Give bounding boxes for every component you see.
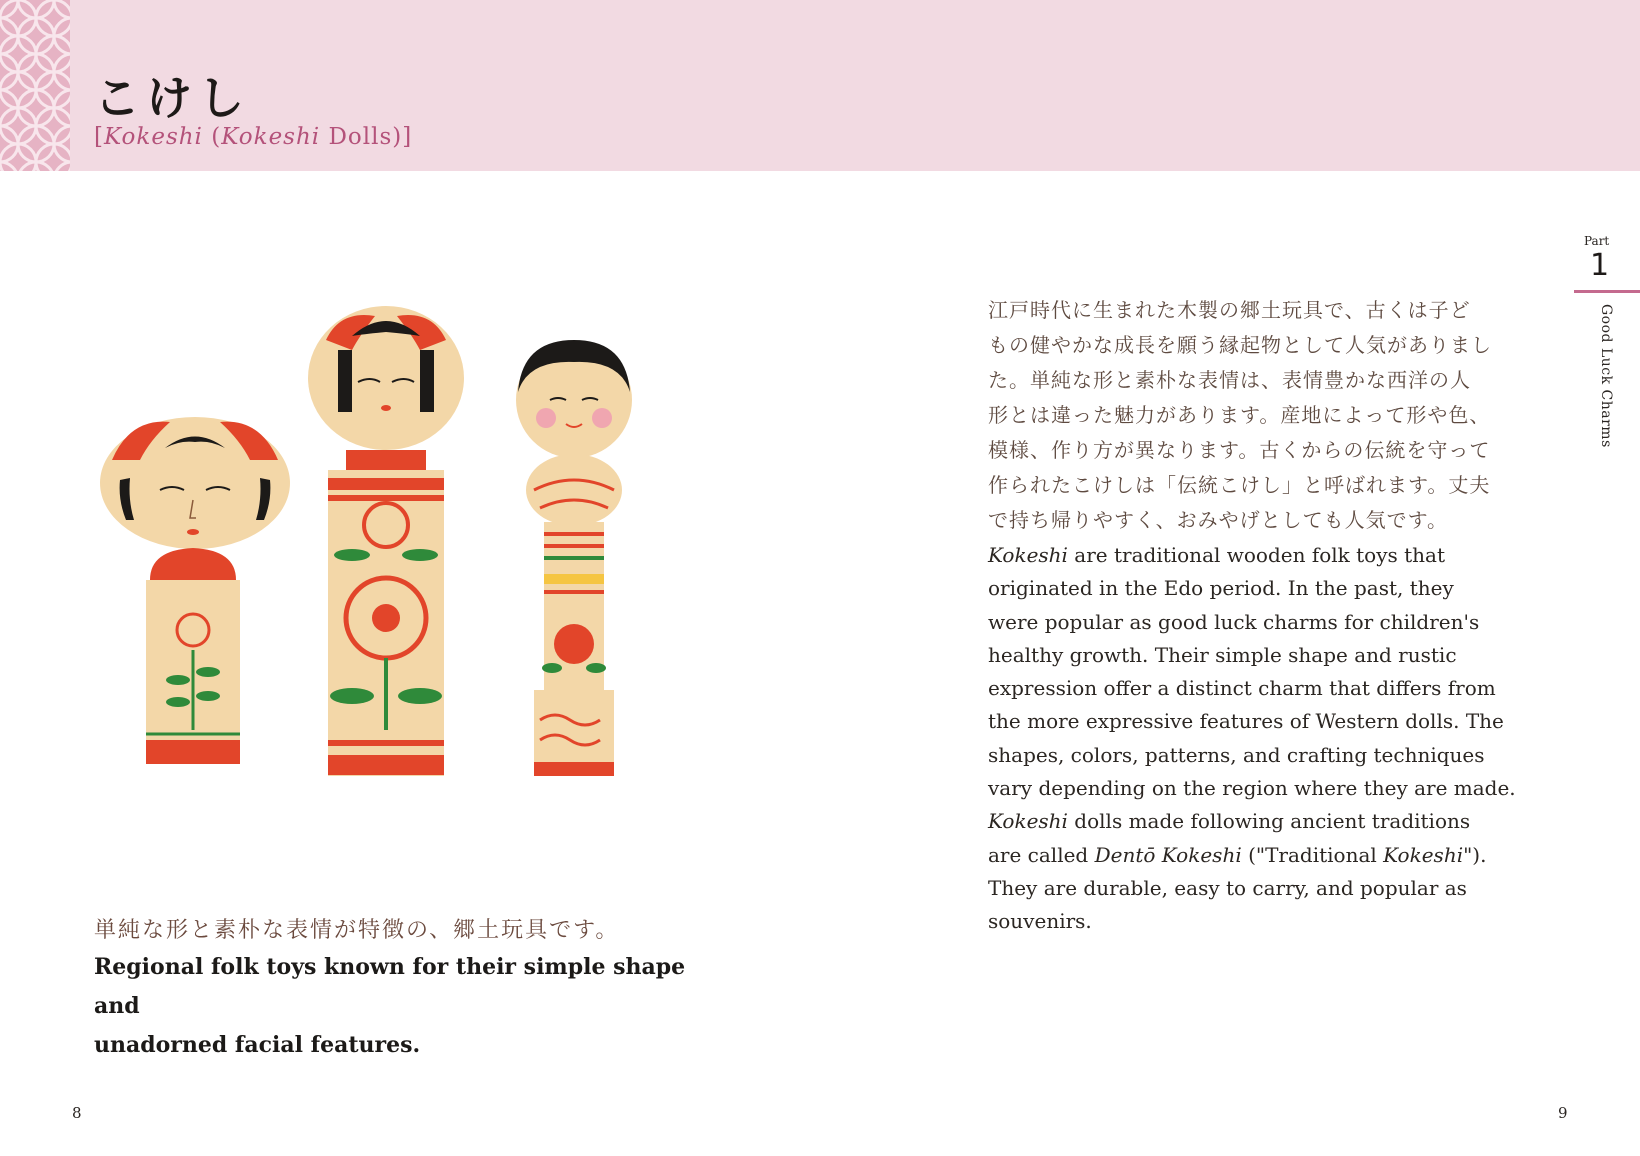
body-jp-line: 形とは違った魅力があります。産地によって形や色、: [988, 403, 1491, 427]
term-kokeshi: Kokeshi: [988, 543, 1068, 567]
header-band: [0, 0, 1640, 171]
part-label: Part: [1584, 234, 1610, 248]
term-dento-kokeshi: Dentō Kokeshi: [1094, 842, 1242, 867]
body-en-line: They are durable, easy to carry, and popular as: [988, 875, 1467, 900]
body-text-japanese: [988, 293, 1518, 538]
body-en-line: shapes, colors, patterns, and crafting techniques: [988, 742, 1485, 767]
body-en-fragment: ").: [1463, 842, 1487, 867]
title-bracket-open: [: [94, 124, 104, 150]
body-en-line: [988, 839, 1533, 872]
body-jp-line: 模様、作り方が異なります。古くからの伝統を守って: [988, 438, 1491, 462]
page-number-right: 9: [1558, 1104, 1568, 1122]
part-divider: [1574, 290, 1640, 293]
body-en-line: healthy growth. Their simple shape and rustic: [988, 642, 1457, 667]
body-jp-line: た。単純な形と素朴な表情は、表情豊かな西洋の人: [988, 368, 1471, 392]
body-jp-line: で持ち帰りやすく、おみやげとしても人気です。: [988, 508, 1448, 532]
kokeshi-doll-middle: [308, 306, 464, 776]
part-number: 1: [1590, 248, 1610, 283]
body-en-fragment: are called: [988, 842, 1095, 867]
body-text-english: [988, 539, 1533, 939]
title-term-1: Kokeshi: [103, 124, 203, 150]
body-en-line: the more expressive features of Western dolls. The: [988, 709, 1504, 734]
caption-line: Regional folk toys known for their simple shape and: [94, 954, 686, 1019]
term-kokeshi: Kokeshi: [1383, 842, 1464, 867]
body-en-fragment: are traditional wooden folk toys that: [1067, 543, 1446, 567]
body-en-line: originated in the Edo period. In the past, they: [988, 576, 1454, 601]
body-en-line: [988, 805, 1533, 838]
term-kokeshi: Kokeshi: [988, 809, 1068, 834]
title-tail: Dolls)]: [320, 124, 413, 150]
illustration-caption-japanese: 単純な形と素朴な表情が特徴の、郷土玩具です。: [94, 918, 620, 943]
body-jp-line: 作られたこけしは「伝統こけし」と呼ばれます。丈夫: [988, 473, 1491, 497]
body-en-line: vary depending on the region where they are made.: [988, 776, 1516, 801]
page-title-japanese: こけし: [94, 71, 250, 125]
page-number-left: 8: [72, 1104, 82, 1122]
body-en-fragment: dolls made following ancient traditions: [1067, 809, 1471, 834]
kokeshi-dolls-illustration: [90, 300, 690, 825]
caption-line: unadorned facial features.: [94, 1032, 421, 1058]
shippo-pattern-ornament: [0, 0, 70, 171]
body-en-line: souvenirs.: [988, 909, 1092, 934]
kokeshi-doll-left: [100, 417, 290, 764]
body-en-line: [988, 539, 1533, 572]
body-jp-line: 江戸時代に生まれた木製の郷土玩具で、古くは子ど: [988, 298, 1471, 322]
body-en-line: were popular as good luck charms for children's: [988, 609, 1480, 634]
page-title-english: [94, 124, 412, 150]
body-jp-line: もの健やかな成長を願う縁起物として人気がありまし: [988, 333, 1492, 357]
body-en-line: expression offer a distinct charm that differs from: [988, 676, 1496, 701]
kokeshi-doll-right: [516, 340, 632, 776]
body-en-fragment: ("Traditional: [1241, 842, 1384, 867]
title-term-2: Kokeshi: [221, 124, 321, 150]
title-paren: (: [202, 124, 222, 150]
illustration-caption-english: [94, 948, 714, 1065]
section-title-vertical: Good Luck Charms: [1598, 304, 1614, 448]
